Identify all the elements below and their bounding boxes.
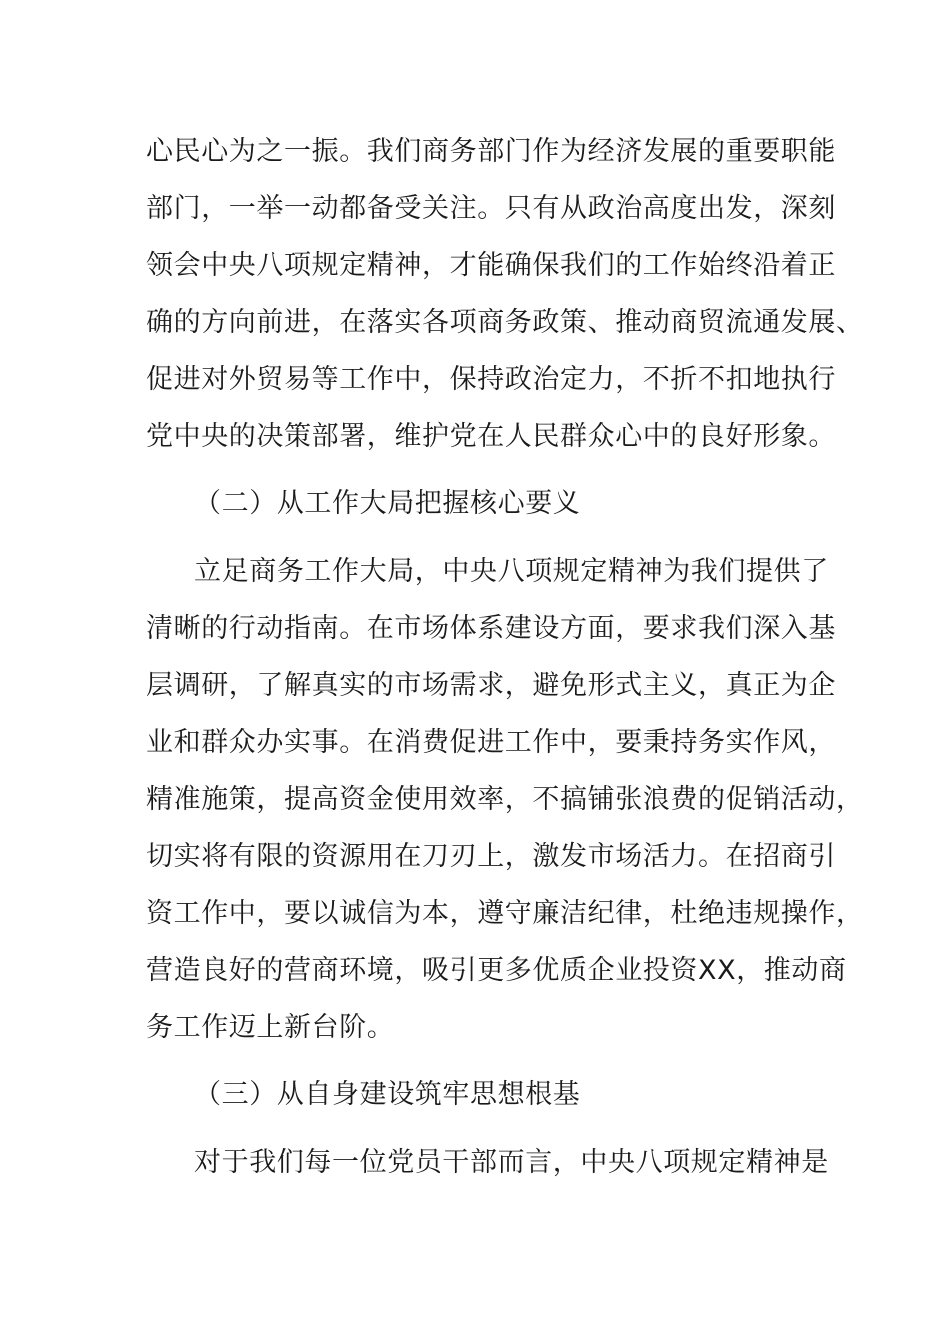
section-heading: （三）从自身建设筑牢思想根基 [194, 1079, 581, 1110]
text-line: 业和群众办实事。在消费促进工作中，要秉持务实作风， [146, 727, 836, 758]
text-line: 资工作中，要以诚信为本，遵守廉洁纪律，杜绝违规操作， [146, 898, 864, 929]
text-line: 营造良好的营商环境，吸引更多优质企业投资XX，推动商 [146, 955, 847, 986]
text-line: 层调研，了解真实的市场需求，避免形式主义，真正为企 [146, 670, 836, 701]
text-line: 切实将有限的资源用在刀刃上，激发市场活力。在招商引 [146, 841, 836, 872]
text-line: 心民心为之一振。我们商务部门作为经济发展的重要职能 [146, 136, 836, 167]
text-line: 精准施策，提高资金使用效率，不搞铺张浪费的促销活动， [146, 784, 864, 815]
text-line: 促进对外贸易等工作中，保持政治定力，不折不扣地执行 [146, 364, 836, 395]
text-line: 清晰的行动指南。在市场体系建设方面，要求我们深入基 [146, 613, 836, 644]
text-line: 确的方向前进，在落实各项商务政策、推动商贸流通发展、 [146, 307, 864, 338]
text-line: 立足商务工作大局，中央八项规定精神为我们提供了 [194, 556, 829, 587]
text-line: 务工作迈上新台阶。 [146, 1012, 395, 1043]
section-heading: （二）从工作大局把握核心要义 [194, 488, 581, 519]
text-line: 党中央的决策部署，维护党在人民群众心中的良好形象。 [146, 421, 836, 452]
text-line: 部门，一举一动都备受关注。只有从政治高度出发，深刻 [146, 193, 836, 224]
text-line: 领会中央八项规定精神，才能确保我们的工作始终沿着正 [146, 250, 836, 281]
text-line: 对于我们每一位党员干部而言，中央八项规定精神是 [194, 1147, 829, 1178]
